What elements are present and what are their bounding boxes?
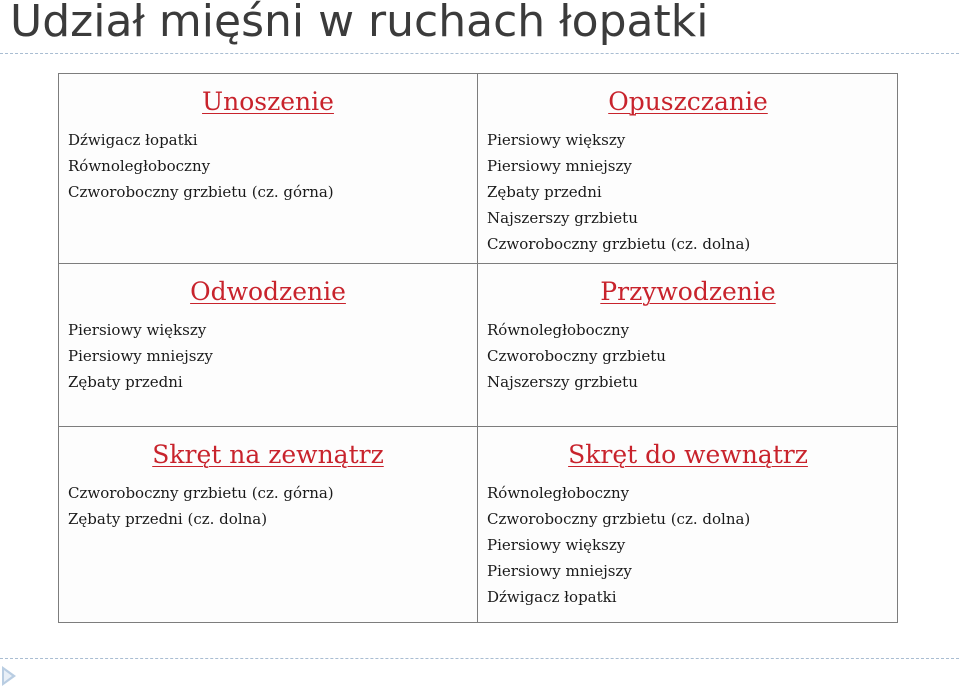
muscle-item: Równoległoboczny: [68, 157, 211, 175]
muscle-list: [478, 127, 898, 257]
muscle-item: Piersiowy większy: [68, 321, 207, 339]
cell-title: Skręt do wewnątrz: [568, 440, 808, 469]
cell-elevation: [59, 74, 478, 264]
muscle-list: [59, 317, 477, 395]
muscle-item: Zębaty przedni: [68, 373, 183, 391]
cell-title: Skręt na zewnątrz: [152, 440, 384, 469]
muscle-item: Równoległoboczny: [487, 484, 630, 502]
cell-title: Przywodzenie: [600, 277, 776, 306]
cell-abduction: [59, 264, 478, 427]
muscle-list: [478, 317, 898, 395]
muscle-list: [59, 127, 477, 205]
muscle-item: Czworoboczny grzbietu: [487, 347, 666, 365]
muscle-item: Czworoboczny grzbietu (cz. dolna): [487, 510, 751, 528]
muscle-item: Równoległoboczny: [487, 321, 630, 339]
muscle-item: Czworoboczny grzbietu (cz. górna): [68, 484, 334, 502]
scapula-movement-table: [58, 73, 898, 623]
cell-title: Unoszenie: [202, 87, 334, 116]
cell-depression: [478, 74, 898, 264]
muscle-list: [59, 480, 477, 532]
top-divider: [0, 53, 959, 54]
cell-title: Odwodzenie: [190, 277, 346, 306]
muscle-item: Piersiowy większy: [487, 131, 626, 149]
cell-internal-rotation: [478, 427, 898, 622]
muscle-item: Dźwigacz łopatki: [487, 588, 617, 606]
muscle-item: Dźwigacz łopatki: [68, 131, 198, 149]
muscle-item: Zębaty przedni: [487, 183, 602, 201]
muscle-item: Piersiowy mniejszy: [487, 157, 632, 175]
cell-external-rotation: [59, 427, 478, 622]
cell-title: Opuszczanie: [608, 87, 768, 116]
triangle-bullet-icon: [2, 666, 16, 686]
muscle-item: Czworoboczny grzbietu (cz. dolna): [487, 235, 751, 253]
muscle-item: Piersiowy większy: [487, 536, 626, 554]
bottom-divider: [0, 658, 959, 659]
muscle-item: Piersiowy mniejszy: [487, 562, 632, 580]
cell-adduction: [478, 264, 898, 427]
muscle-item: Piersiowy mniejszy: [68, 347, 213, 365]
slide-title: Udział mięśni w ruchach łopatki: [10, 0, 709, 47]
muscle-item: Najszerszy grzbietu: [487, 373, 638, 391]
muscle-item: Czworoboczny grzbietu (cz. górna): [68, 183, 334, 201]
muscle-item: Najszerszy grzbietu: [487, 209, 638, 227]
muscle-item: Zębaty przedni (cz. dolna): [68, 510, 268, 528]
muscle-list: [478, 480, 898, 610]
